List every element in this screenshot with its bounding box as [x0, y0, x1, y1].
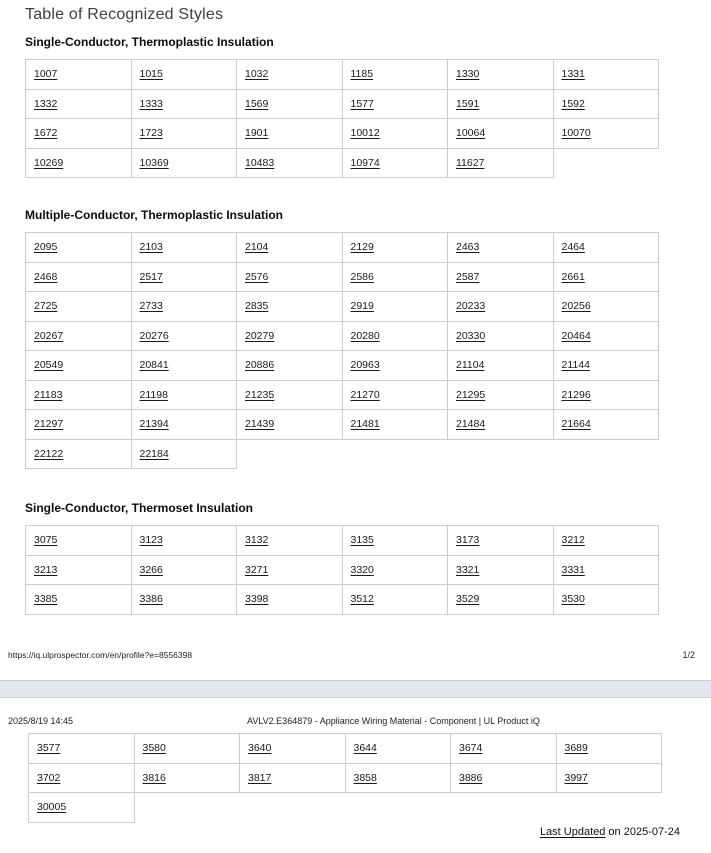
style-link[interactable]: 3271: [245, 563, 269, 576]
style-link[interactable]: 20330: [456, 329, 486, 342]
style-cell: [237, 526, 343, 556]
styles-table-thermoplastic-multiple: [25, 232, 659, 469]
style-cell: [26, 380, 132, 410]
style-cell: [342, 526, 448, 556]
style-link[interactable]: 1185: [350, 68, 374, 81]
section-single-conductor-thermoplastic: [25, 35, 659, 178]
style-link[interactable]: 21295: [456, 388, 486, 401]
style-cell: [131, 439, 237, 469]
style-cell: [237, 233, 343, 263]
style-link[interactable]: 21394: [139, 418, 169, 431]
style-link[interactable]: 2586: [350, 270, 374, 283]
style-link[interactable]: 21144: [561, 359, 590, 372]
style-link[interactable]: 22122: [34, 447, 64, 460]
style-cell: [342, 380, 448, 410]
style-link[interactable]: 2464: [561, 241, 585, 254]
style-cell: [448, 321, 554, 351]
style-link[interactable]: 1723: [139, 127, 163, 140]
style-link[interactable]: 2517: [139, 270, 163, 283]
style-cell: [553, 410, 659, 440]
style-link[interactable]: 21183: [34, 388, 63, 401]
style-row: [26, 555, 659, 585]
header-doc-title: AVLV2.E364879 - Appliance Wiring Material - Component | UL Product iQ: [247, 716, 540, 726]
style-cell: [131, 321, 237, 351]
style-cell: [237, 60, 343, 90]
style-link[interactable]: 1007: [34, 68, 58, 81]
style-link[interactable]: 3075: [34, 534, 58, 547]
style-cell: [553, 526, 659, 556]
style-cell: [134, 734, 240, 764]
style-cell: [448, 233, 554, 263]
style-link[interactable]: 20841: [139, 359, 169, 372]
style-cell: [553, 233, 659, 263]
style-cell: [26, 119, 132, 149]
style-cell: [237, 119, 343, 149]
style-cell: [240, 734, 346, 764]
style-cell: [26, 233, 132, 263]
style-cell: [131, 89, 237, 119]
style-cell: [237, 410, 343, 440]
style-link[interactable]: 2095: [34, 241, 58, 254]
style-row: [26, 439, 659, 469]
page-title: Table of Recognized Styles: [25, 6, 224, 23]
style-link[interactable]: 3886: [459, 771, 483, 784]
style-link[interactable]: 3512: [350, 593, 374, 606]
style-cell: [556, 763, 662, 793]
style-cell: [26, 262, 132, 292]
style-link[interactable]: 3640: [248, 742, 272, 755]
style-link[interactable]: 3213: [34, 563, 58, 576]
style-cell: [342, 148, 448, 178]
style-link[interactable]: 3132: [245, 534, 269, 547]
style-cell: [26, 60, 132, 90]
last-updated-link[interactable]: Last Updated: [539, 826, 606, 838]
style-cell: [553, 292, 659, 322]
style-link[interactable]: 11627: [456, 156, 485, 169]
style-cell: [131, 60, 237, 90]
style-cell: [448, 60, 554, 90]
section-thermoset-continued: [28, 723, 662, 823]
style-cell: [553, 60, 659, 90]
style-link[interactable]: 3123: [139, 534, 163, 547]
style-cell: [448, 262, 554, 292]
style-link[interactable]: 1569: [245, 97, 269, 110]
style-link[interactable]: 3702: [37, 771, 61, 784]
style-link[interactable]: 2661: [561, 270, 585, 283]
footer-url: https://iq.ulprospector.com/en/profile?e=8556398: [8, 650, 193, 660]
style-cell: [342, 60, 448, 90]
style-link[interactable]: 3135: [350, 534, 374, 547]
style-cell: [237, 555, 343, 585]
style-link[interactable]: 2104: [245, 241, 269, 254]
style-link[interactable]: 3644: [353, 742, 377, 755]
style-link[interactable]: 3858: [353, 771, 377, 784]
style-link[interactable]: 3266: [139, 563, 163, 576]
style-cell: [342, 233, 448, 263]
style-link[interactable]: 22184: [139, 447, 169, 460]
style-link[interactable]: 2103: [139, 241, 163, 254]
style-cell: [342, 585, 448, 615]
style-cell: [553, 351, 659, 381]
style-cell: [553, 380, 659, 410]
style-cell: [26, 292, 132, 322]
style-link[interactable]: 3997: [564, 771, 588, 784]
style-row: [26, 321, 659, 351]
style-cell: [237, 585, 343, 615]
style-link[interactable]: 1591: [456, 97, 480, 110]
style-link[interactable]: 2587: [456, 270, 480, 283]
style-cell: [29, 763, 135, 793]
style-cell: [553, 119, 659, 149]
style-cell: [26, 321, 132, 351]
style-link[interactable]: 21439: [245, 418, 275, 431]
style-cell: [29, 734, 135, 764]
style-row: [26, 351, 659, 381]
style-link[interactable]: 3674: [459, 742, 483, 755]
style-row: [26, 119, 659, 149]
style-cell: [26, 410, 132, 440]
style-link[interactable]: 3816: [142, 771, 166, 784]
section-heading: Multiple-Conductor, Thermoplastic Insulation: [25, 208, 284, 222]
style-cell: [342, 555, 448, 585]
style-link[interactable]: 10974: [350, 156, 380, 169]
style-link[interactable]: 20886: [245, 359, 275, 372]
style-link[interactable]: 3689: [564, 742, 588, 755]
style-cell: [26, 585, 132, 615]
style-link[interactable]: 2576: [245, 270, 269, 283]
style-cell: [342, 351, 448, 381]
style-link[interactable]: 2468: [34, 270, 58, 283]
style-link[interactable]: 2725: [34, 300, 58, 313]
style-row: [26, 380, 659, 410]
style-cell: [131, 292, 237, 322]
style-cell: [448, 119, 554, 149]
page-indicator: 1/2: [682, 650, 695, 660]
style-link[interactable]: 1330: [456, 68, 480, 81]
section-multiple-conductor-thermoplastic: [25, 208, 659, 469]
style-link[interactable]: 2129: [350, 241, 374, 254]
style-link[interactable]: 3386: [139, 593, 163, 606]
style-row: [26, 410, 659, 440]
style-cell: [237, 292, 343, 322]
style-link[interactable]: 21297: [34, 418, 64, 431]
style-link[interactable]: 3212: [561, 534, 585, 547]
style-link[interactable]: 21104: [456, 359, 485, 372]
last-updated-suffix: on 2025-07-24: [605, 826, 680, 838]
style-link[interactable]: 10369: [139, 156, 169, 169]
style-cell: [237, 321, 343, 351]
style-link[interactable]: 1032: [245, 68, 269, 81]
style-cell: [553, 321, 659, 351]
style-link[interactable]: 20464: [561, 329, 591, 342]
style-cell: [448, 148, 554, 178]
style-cell: [448, 351, 554, 381]
style-cell: [131, 380, 237, 410]
style-cell: [553, 262, 659, 292]
style-link[interactable]: 3817: [248, 771, 272, 784]
style-cell: [342, 262, 448, 292]
style-cell: [26, 555, 132, 585]
style-cell: [26, 351, 132, 381]
style-link[interactable]: 2919: [350, 300, 374, 313]
style-link[interactable]: 3577: [37, 742, 61, 755]
style-link[interactable]: 1331: [561, 68, 585, 81]
style-link[interactable]: 10064: [456, 127, 486, 140]
styles-table-thermoset-single: [25, 525, 659, 615]
style-link[interactable]: 20233: [456, 300, 486, 313]
style-row: [26, 233, 659, 263]
style-link[interactable]: 21235: [245, 388, 275, 401]
style-cell: [448, 89, 554, 119]
style-cell: [553, 585, 659, 615]
last-updated-line: [540, 826, 680, 838]
style-cell: [131, 555, 237, 585]
style-link[interactable]: 21270: [350, 388, 380, 401]
section-heading: Single-Conductor, Thermoset Insulation: [25, 501, 254, 515]
styles-table-page2: [28, 733, 662, 823]
section-single-conductor-thermoset: [25, 501, 659, 615]
style-cell: [26, 439, 132, 469]
style-cell: [131, 585, 237, 615]
style-link[interactable]: 2463: [456, 241, 480, 254]
section-heading: Single-Conductor, Thermoplastic Insulation: [25, 35, 274, 49]
style-cell: [26, 526, 132, 556]
style-cell: [26, 148, 132, 178]
style-link[interactable]: 20267: [34, 329, 64, 342]
style-link[interactable]: 2835: [245, 300, 269, 313]
style-link[interactable]: 20549: [34, 359, 64, 372]
style-cell: [131, 351, 237, 381]
style-row: [26, 148, 659, 178]
style-link[interactable]: 1332: [34, 97, 58, 110]
style-row: [26, 60, 659, 90]
style-cell: [29, 793, 135, 823]
style-cell: [131, 410, 237, 440]
style-link[interactable]: 1672: [34, 127, 58, 140]
style-link[interactable]: 20280: [350, 329, 380, 342]
style-link[interactable]: 21296: [561, 388, 591, 401]
style-cell: [26, 89, 132, 119]
style-link[interactable]: 1015: [139, 68, 163, 81]
style-cell: [134, 763, 240, 793]
style-cell: [553, 555, 659, 585]
style-link[interactable]: 3320: [350, 563, 374, 576]
style-cell: [553, 89, 659, 119]
style-row: [29, 763, 662, 793]
header-datetime: 2025/8/19 14:45: [8, 716, 74, 726]
style-row: [29, 793, 662, 823]
style-cell: [237, 148, 343, 178]
style-link[interactable]: 3529: [456, 593, 480, 606]
style-cell: [342, 89, 448, 119]
style-link[interactable]: 3385: [34, 593, 58, 606]
style-cell: [451, 734, 557, 764]
style-row: [29, 734, 662, 764]
style-link[interactable]: 20279: [245, 329, 275, 342]
style-link[interactable]: 3173: [456, 534, 480, 547]
style-cell: [342, 410, 448, 440]
style-link[interactable]: 10269: [34, 156, 64, 169]
style-cell: [342, 119, 448, 149]
style-cell: [240, 763, 346, 793]
style-link[interactable]: 10483: [245, 156, 275, 169]
style-cell: [131, 119, 237, 149]
style-cell: [345, 763, 451, 793]
style-link[interactable]: 21664: [561, 418, 591, 431]
style-link[interactable]: 1333: [139, 97, 163, 110]
style-link[interactable]: 1577: [350, 97, 374, 110]
style-link[interactable]: 21198: [139, 388, 168, 401]
style-cell: [237, 262, 343, 292]
style-link[interactable]: 21481: [350, 418, 380, 431]
style-link[interactable]: 1592: [561, 97, 585, 110]
style-link[interactable]: 3331: [561, 563, 585, 576]
style-row: [26, 89, 659, 119]
style-cell: [131, 526, 237, 556]
style-cell: [131, 262, 237, 292]
style-row: [26, 585, 659, 615]
style-link[interactable]: 3398: [245, 593, 269, 606]
style-row: [26, 262, 659, 292]
style-cell: [556, 734, 662, 764]
style-cell: [448, 410, 554, 440]
style-link[interactable]: 20963: [350, 359, 380, 372]
style-cell: [342, 292, 448, 322]
style-cell: [448, 585, 554, 615]
style-cell: [345, 734, 451, 764]
style-link[interactable]: 10012: [350, 127, 380, 140]
style-cell: [448, 526, 554, 556]
style-row: [26, 292, 659, 322]
style-cell: [448, 380, 554, 410]
style-cell: [131, 233, 237, 263]
style-cell: [448, 555, 554, 585]
style-cell: [237, 351, 343, 381]
style-cell: [448, 292, 554, 322]
style-cell: [237, 89, 343, 119]
styles-table-thermoplastic-single: [25, 59, 659, 178]
style-link[interactable]: 2733: [139, 300, 163, 313]
style-cell: [131, 148, 237, 178]
page-separator: [0, 680, 711, 698]
style-cell: [342, 321, 448, 351]
style-cell: [237, 380, 343, 410]
style-link[interactable]: 3321: [456, 563, 480, 576]
style-row: [26, 526, 659, 556]
style-link[interactable]: 21484: [456, 418, 486, 431]
style-link[interactable]: 3580: [142, 742, 166, 755]
style-link[interactable]: 20256: [561, 300, 591, 313]
style-link[interactable]: 20276: [139, 329, 169, 342]
style-link[interactable]: 3530: [561, 593, 585, 606]
style-link[interactable]: 30005: [37, 801, 67, 814]
style-cell: [451, 763, 557, 793]
style-link[interactable]: 1901: [245, 127, 269, 140]
style-link[interactable]: 10070: [561, 127, 591, 140]
